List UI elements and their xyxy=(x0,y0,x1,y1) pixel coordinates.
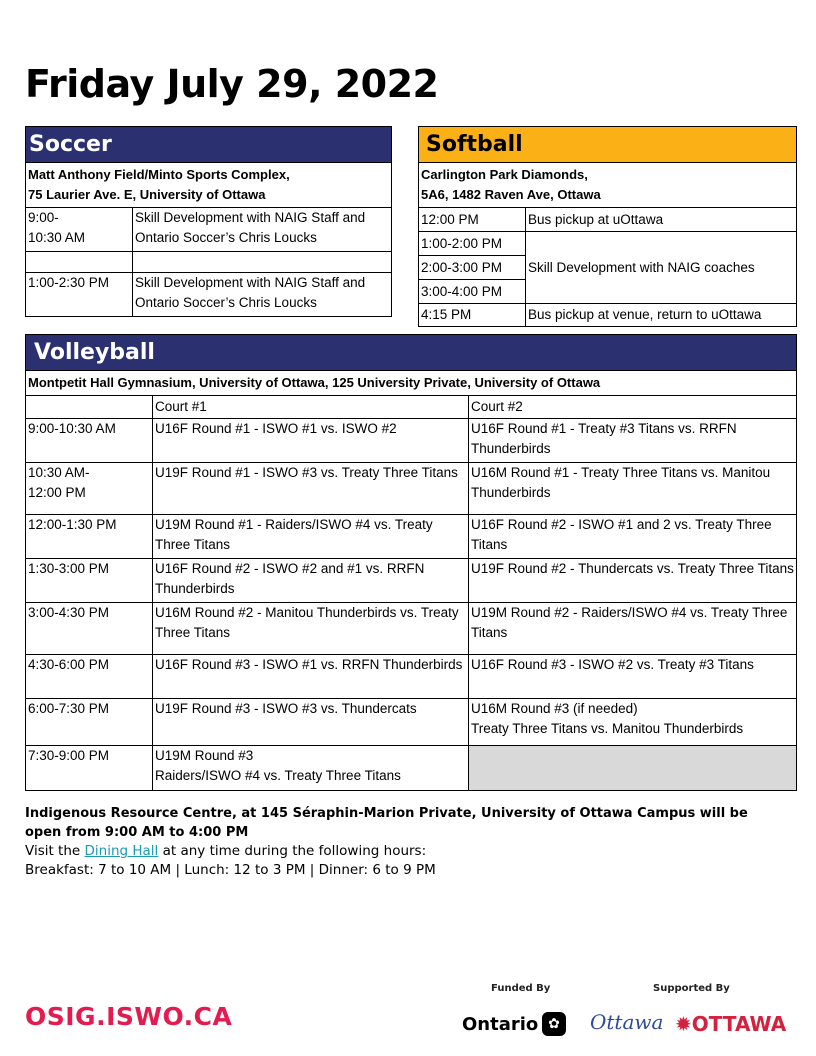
court-1-cell: U19F Round #3 - ISWO #3 vs. Thundercats xyxy=(153,699,469,746)
ottawa-tourism-logo: ✹OTTAWA xyxy=(675,1012,787,1036)
trillium-icon: ✿ xyxy=(542,1012,566,1036)
match-row xyxy=(26,603,797,655)
time-cell: 3:00-4:00 PM xyxy=(419,280,526,304)
ottawa-script-logo: Ottawa xyxy=(590,1010,664,1034)
ontario-logo: Ontario xyxy=(462,1014,539,1035)
soccer-heading: Soccer xyxy=(26,127,392,163)
match-row xyxy=(26,463,797,515)
time-cell: 12:00 PM xyxy=(419,208,526,232)
soccer-table xyxy=(25,126,392,317)
info-block: Indigenous Resource Centre, at 145 Séraphin-Marion Private, University of Ottawa Campus will be open from 9:00 AM to 4:00 PM Visit the Dining Hall at any time during the following hours: Breakfast: 7 to 10 AM | Lunch: 12 to 3 PM | Dinner: 6 to 9 PM xyxy=(25,806,748,878)
court-1-cell: U19M Round #1 - Raiders/ISWO #4 vs. Treaty Three Titans xyxy=(153,515,469,559)
time-cell: 2:00-3:00 PM xyxy=(419,256,526,280)
time-cell: 4:30-6:00 PM xyxy=(26,655,153,699)
volleyball-location: Montpetit Hall Gymnasium, University of Ottawa, 125 University Private, University of Ottawa xyxy=(26,371,797,396)
activity-cell: Bus pickup at venue, return to uOttawa xyxy=(526,304,797,327)
activity-cell: Skill Development with NAIG Staff and Ontario Soccer’s Chris Loucks xyxy=(133,273,392,317)
match-row xyxy=(26,655,797,699)
court-1-cell: U16F Round #3 - ISWO #1 vs. RRFN Thunderbirds xyxy=(153,655,469,699)
match-row xyxy=(26,515,797,559)
dining-hall-link[interactable]: Dining Hall xyxy=(84,843,159,859)
court-2-cell: U19F Round #2 - Thundercats vs. Treaty Three Titans xyxy=(469,559,797,603)
court-2-header: Court #2 xyxy=(469,396,797,419)
court-1-cell: U19M Round #3 Raiders/ISWO #4 vs. Treaty Three Titans xyxy=(153,746,469,791)
court-2-cell: U16M Round #1 - Treaty Three Titans vs. Manitou Thunderbirds xyxy=(469,463,797,515)
time-cell: 6:00-7:30 PM xyxy=(26,699,153,746)
court-1-cell: U16F Round #2 - ISWO #2 and #1 vs. RRFN Thunderbirds xyxy=(153,559,469,603)
court-1-cell: U16M Round #2 - Manitou Thunderbirds vs. Treaty Three Titans xyxy=(153,603,469,655)
meal-hours: Breakfast: 7 to 10 AM | Lunch: 12 to 3 PM | Dinner: 6 to 9 PM xyxy=(25,862,436,878)
court-1-cell: U19F Round #1 - ISWO #3 vs. Treaty Three Titans xyxy=(153,463,469,515)
court-2-cell xyxy=(469,746,797,791)
time-cell xyxy=(26,252,133,273)
time-cell: 3:00-4:30 PM xyxy=(26,603,153,655)
site-logo: OSIG.ISWO.CA xyxy=(25,1002,233,1031)
softball-location: Carlington Park Diamonds, 5A6, 1482 Raven Ave, Ottawa xyxy=(419,163,797,208)
activity-cell: Bus pickup at uOttawa xyxy=(526,208,797,232)
supported-by-label: Supported By xyxy=(653,983,730,994)
court-2-cell: U16F Round #2 - ISWO #1 and 2 vs. Treaty Three Titans xyxy=(469,515,797,559)
soccer-row xyxy=(26,208,392,252)
softball-heading: Softball xyxy=(419,127,797,163)
court-2-cell: U16F Round #3 - ISWO #2 vs. Treaty #3 Titans xyxy=(469,655,797,699)
time-cell: 9:00- 10:30 AM xyxy=(26,208,133,252)
time-cell: 4:15 PM xyxy=(419,304,526,327)
activity-cell: Skill Development with NAIG Staff and Ontario Soccer’s Chris Loucks xyxy=(133,208,392,252)
page-title: Friday July 29, 2022 xyxy=(25,62,439,106)
match-row xyxy=(26,559,797,603)
time-cell: 1:00-2:30 PM xyxy=(26,273,133,317)
match-row xyxy=(26,419,797,463)
court-1-cell: U16F Round #1 - ISWO #1 vs. ISWO #2 xyxy=(153,419,469,463)
court-2-cell: U19M Round #2 - Raiders/ISWO #4 vs. Treaty Three Titans xyxy=(469,603,797,655)
match-row xyxy=(26,746,797,791)
soccer-row xyxy=(26,252,392,273)
time-cell: 7:30-9:00 PM xyxy=(26,746,153,791)
soccer-location: Matt Anthony Field/Minto Sports Complex, 75 Laurier Ave. E, University of Ottawa xyxy=(26,163,392,208)
volleyball-heading: Volleyball xyxy=(26,335,797,371)
funded-by-label: Funded By xyxy=(491,983,551,994)
time-cell: 1:00-2:00 PM xyxy=(419,232,526,256)
time-cell: 9:00-10:30 AM xyxy=(26,419,153,463)
court-1-header: Court #1 xyxy=(153,396,469,419)
activity-cell xyxy=(133,252,392,273)
time-cell: 10:30 AM- 12:00 PM xyxy=(26,463,153,515)
softball-table xyxy=(418,126,797,327)
time-cell: 1:30-3:00 PM xyxy=(26,559,153,603)
court-2-cell: U16F Round #1 - Treaty #3 Titans vs. RRFN Thunderbirds xyxy=(469,419,797,463)
activity-cell: Skill Development with NAIG coaches xyxy=(526,232,797,304)
match-row xyxy=(26,699,797,746)
resource-centre-note: Indigenous Resource Centre, at 145 Séraphin-Marion Private, University of Ottawa Campus will be open from 9:00 AM to 4:00 PM xyxy=(25,806,748,840)
volleyball-table xyxy=(25,334,797,791)
court-2-cell: U16M Round #3 (if needed) Treaty Three Titans vs. Manitou Thunderbirds xyxy=(469,699,797,746)
soccer-row xyxy=(26,273,392,317)
time-cell: 12:00-1:30 PM xyxy=(26,515,153,559)
